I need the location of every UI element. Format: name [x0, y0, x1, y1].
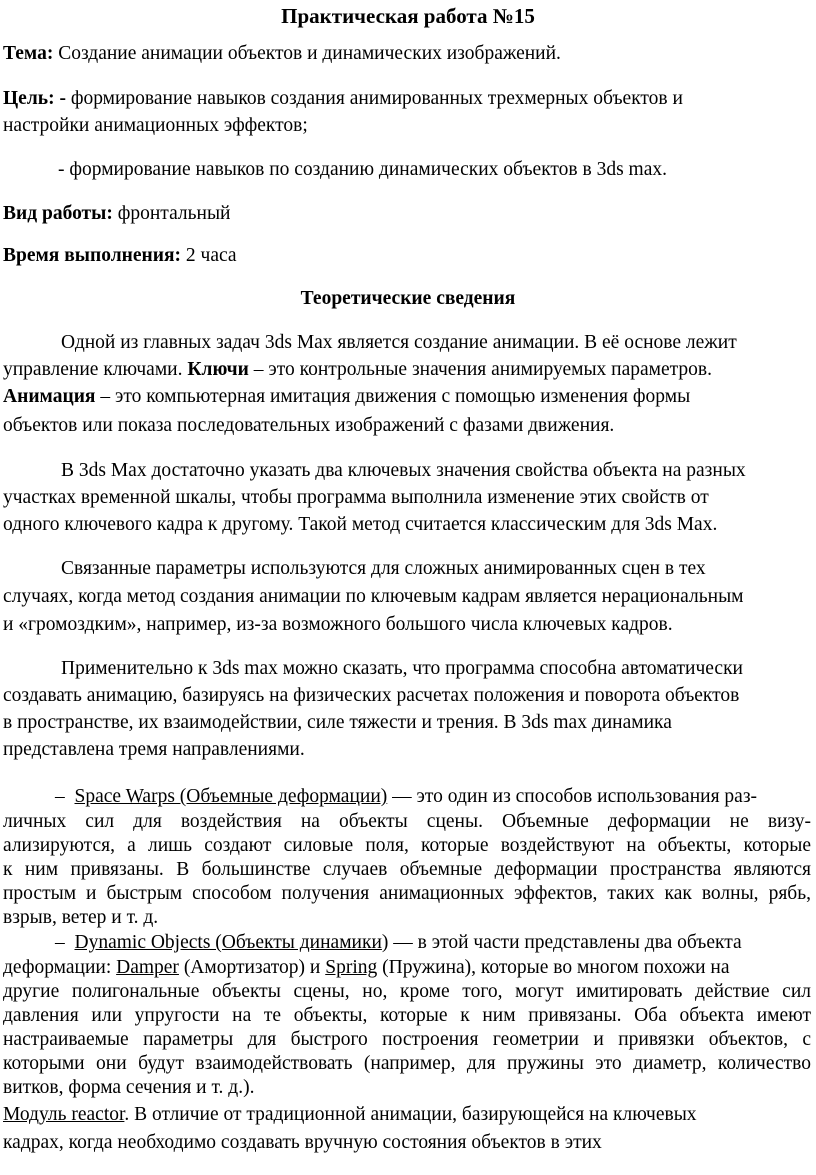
- p1-line-1: Одной из главных задач 3ds Max является создание анимации. В её основе лежит: [61, 332, 737, 353]
- p2-line-2: участках временной шкалы, чтобы программа выполнила изменение этих свойств от: [3, 487, 709, 508]
- item1-text: — это один из способов использования раз-: [387, 786, 758, 807]
- topic-label: Тема:: [3, 43, 54, 64]
- p1-line-3: [3, 385, 690, 409]
- topic-value: Создание анимации объектов и динамических изображений.: [53, 43, 561, 64]
- p1-text: – это компьютерная имитация движения с помощью изменения формы: [95, 386, 691, 407]
- p4-line-2: создавать анимацию, базируясь на физических расчетах положения и поворота объектов: [3, 685, 740, 706]
- item2-line-7: витков, форма сечения и т. д.).: [3, 1077, 255, 1098]
- item2-text: ) — в этой части представлены два объекта: [381, 932, 742, 953]
- work-type-value: фронтальный: [112, 203, 231, 224]
- item2-text: (Амортизатор) и: [178, 957, 326, 978]
- dynamic-objects-link[interactable]: Dynamic Objects (Объекты динамики: [74, 932, 382, 953]
- item3-text: . В отличие от традиционной анимации, базирующейся на ключевых: [124, 1104, 697, 1125]
- item2-line-6: которыми они будут взаимодействовать (например, для пружины это диаметр, количество: [3, 1053, 811, 1074]
- item2-line-5: настраиваемые параметры для быстрого построения геометрии и привязки объектов, с: [3, 1029, 811, 1050]
- p1-text: – это контрольные значения анимируемых параметров.: [248, 359, 712, 380]
- spring-link[interactable]: Spring: [325, 957, 378, 978]
- term-animation: Анимация: [3, 386, 96, 407]
- p1-line-2: [3, 358, 712, 382]
- item2-text: деформации:: [3, 957, 117, 978]
- goal-line-1: [3, 87, 683, 111]
- item2-line-4: давления или упругости на те объекты, которые к ним привязаны. Оба объекта имеют: [3, 1005, 811, 1026]
- p4-line-1: Применительно к 3ds max можно сказать, что программа способна автоматически: [61, 658, 743, 679]
- p3-line-1: Связанные параметры используются для сложных анимированных сцен в тех: [61, 558, 706, 579]
- p2-line-1: В 3ds Max достаточно указать два ключевых значения свойства объекта на разных: [61, 460, 746, 481]
- goal-line-3: - формирование навыков по созданию динамических объектов в 3ds max.: [58, 159, 668, 180]
- item3-line-1: [3, 1103, 697, 1127]
- p2-line-3: одного ключевого кадра к другому. Такой метод считается классическим для 3ds Max.: [3, 514, 718, 535]
- duration-label: Время выполнения:: [3, 245, 182, 266]
- term-keys: Ключи: [187, 359, 249, 380]
- space-warps-link[interactable]: Space Warps (Объемные деформации): [74, 786, 388, 807]
- p4-line-3: в пространстве, их взаимодействии, силе тяжести и трения. В 3ds max динамика: [3, 712, 672, 733]
- duration-value: 2 часа: [181, 245, 237, 266]
- item1-line-4: к ним привязаны. В большинстве случаев объемные деформации пространства являются: [3, 859, 811, 880]
- item3-line-2: кадрах, когда необходимо создавать вручную состояния объектов в этих: [3, 1132, 602, 1153]
- reactor-module-link[interactable]: Модуль reactor: [3, 1104, 125, 1125]
- theory-heading: Теоретические сведения: [300, 288, 516, 309]
- work-type-line: [3, 202, 231, 226]
- p4-line-4: представлена тремя направлениями.: [3, 739, 305, 760]
- item2-text: (Пружина), которые во многом похожи на: [377, 957, 730, 978]
- goal-text-1: формирование навыков создания анимированных трехмерных объектов и: [65, 88, 683, 109]
- duration-line: [3, 244, 237, 268]
- p3-line-2: случаях, когда метод создания анимации по ключевым кадрам является нерациональным: [3, 586, 744, 607]
- topic-line: [3, 42, 561, 66]
- item2-line-1: [55, 931, 742, 955]
- item1-line-6: взрыв, ветер и т. д.: [3, 907, 159, 928]
- p1-line-4: объектов или показа последовательных изображений с фазами движения.: [3, 415, 615, 436]
- goal-line-2: настройки анимационных эффектов;: [3, 115, 308, 136]
- item1-line-1: [55, 785, 757, 809]
- item1-line-2: личных сил для воздействия на объекты сцены. Объемные деформации не визу-: [3, 811, 811, 832]
- damper-link[interactable]: Damper: [116, 957, 179, 978]
- item1-line-3: ализируются, а лишь создают силовые поля, которые воздействуют на объекты, которые: [3, 835, 811, 856]
- item2-line-3: другие полигональные объекты сцены, но, кроме того, могут имитировать действие сил: [3, 981, 811, 1002]
- item2-line-2: [3, 956, 729, 980]
- dash-bullet: –: [55, 932, 65, 953]
- dash-bullet: –: [55, 786, 65, 807]
- page-title: Практическая работа №15: [281, 4, 535, 28]
- item1-line-5: простым и быстрым способом получения анимационных эффектов, таких как волны, рябь,: [3, 883, 811, 904]
- p1-text: управление ключами.: [3, 359, 188, 380]
- work-type-label: Вид работы:: [3, 203, 113, 224]
- goal-label: Цель: -: [3, 88, 66, 109]
- p3-line-3: и «громоздким», например, из-за возможного большого числа ключевых кадров.: [3, 614, 673, 635]
